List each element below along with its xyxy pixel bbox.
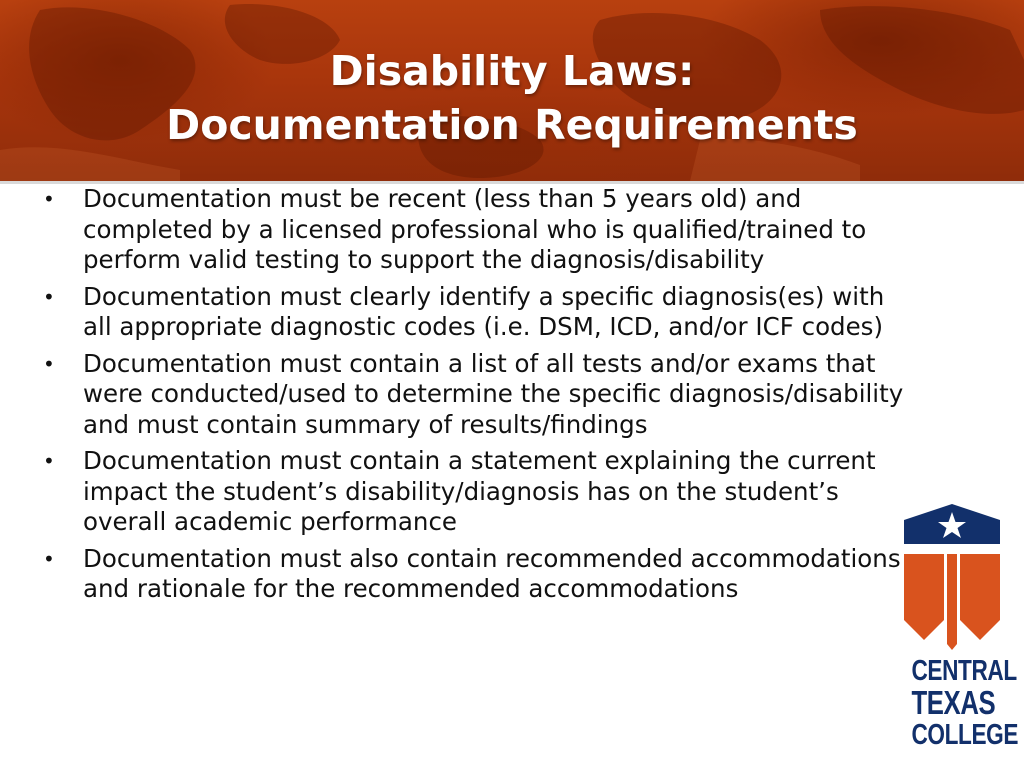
bullet-text: Documentation must clearly identify a specific diagnosis(es) with all appropriate diagnostic codes (i.e. DSM, ICD, and/or ICF codes) <box>83 281 885 341</box>
bullet-marker: • <box>43 546 55 571</box>
bullet-text: Documentation must contain a statement explaining the current impact the student’s disability/diagnosis has on the student’s overall academic performance <box>83 446 876 536</box>
slide-header <box>0 0 1024 181</box>
bullet-item <box>0 184 920 276</box>
bullet-list <box>0 184 920 611</box>
bullet-text: Documentation must contain a list of all tests and/or exams that were conducted/used to determine the specific diagnosis/disability and must contain summary of results/findings <box>83 348 904 439</box>
bullet-item <box>0 544 920 605</box>
bullet-item <box>0 349 920 441</box>
bullet-item <box>0 446 920 538</box>
logo-text-college: COLLEGE <box>911 719 1019 751</box>
bullet-marker: • <box>43 351 55 376</box>
bullet-marker: • <box>43 284 55 309</box>
bullet-text: Documentation must be recent (less than 5 years old) and completed by a licensed professional who is qualified/trained to perform valid testing to support the diagnosis/disability <box>83 184 867 274</box>
slide-title-line-2: Documentation Requirements <box>166 101 858 149</box>
bullet-item <box>0 282 920 343</box>
bullet-marker: • <box>43 449 55 473</box>
slide-title <box>0 44 1024 152</box>
bullet-text: Documentation must also contain recommended accommodations and rationale for the recommended accommodations <box>83 543 901 603</box>
logo-text-central: CENTRAL <box>911 655 1017 687</box>
logo-text-texas: TEXAS <box>911 684 996 721</box>
star-t-emblem-icon <box>900 502 1004 652</box>
college-logo <box>900 502 1019 754</box>
bullet-marker: • <box>43 187 55 211</box>
slide-title-line-1: Disability Laws: <box>329 47 695 95</box>
